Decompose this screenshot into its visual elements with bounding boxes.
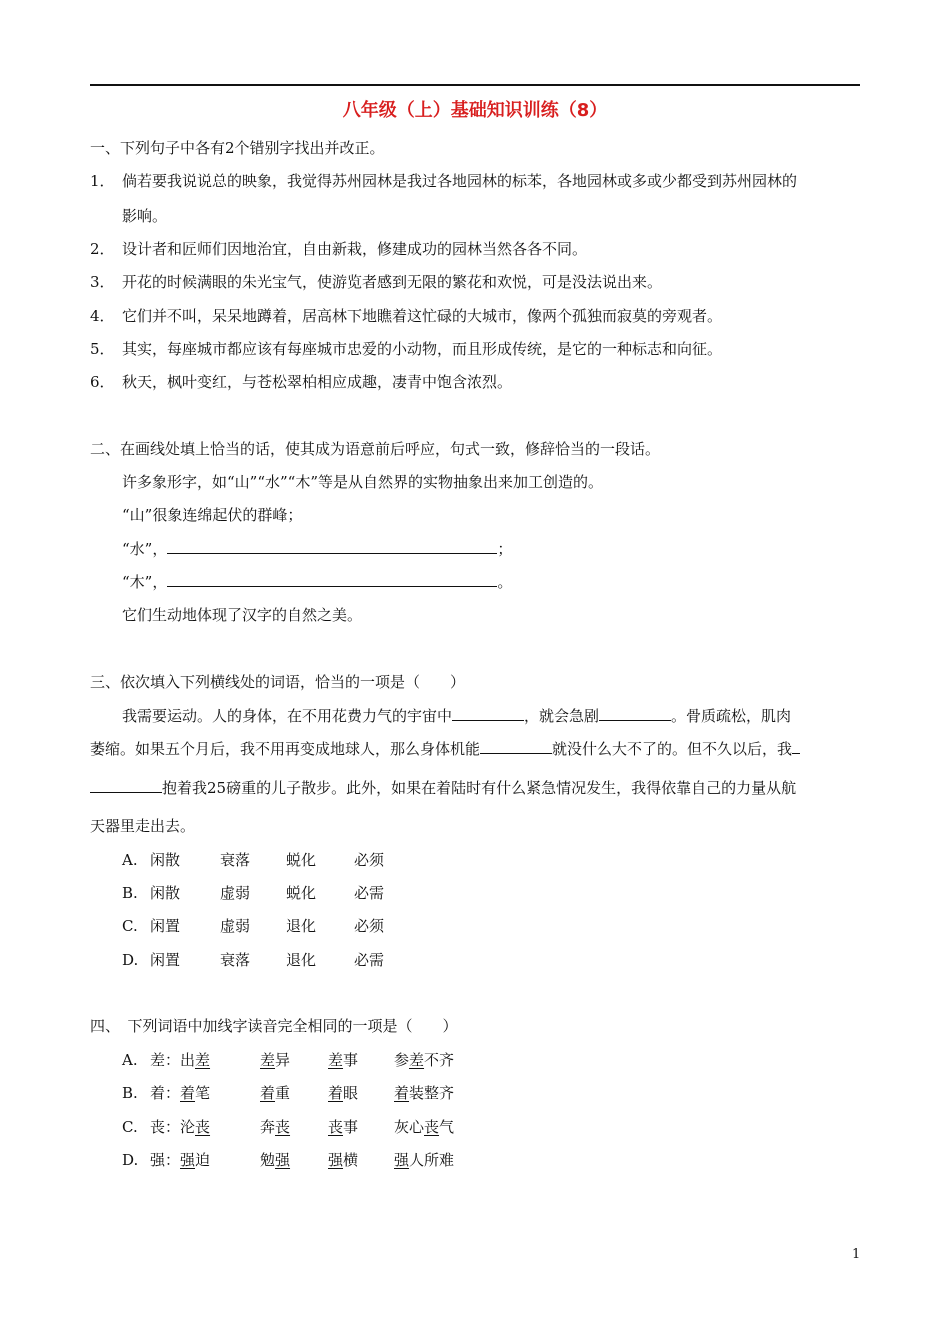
option-word: 丧事 [328,1118,359,1136]
option-word: 虚弱 [220,917,251,935]
answer-blank[interactable] [167,539,497,554]
text: 。骨质疏松，肌肉 [671,707,792,725]
option-word: 着装整齐 [394,1084,455,1102]
option-key: 差： [150,1051,181,1069]
q3-option-b[interactable] [122,882,384,904]
item-number: 1． [90,172,115,190]
option-word: 闲散 [150,851,181,869]
header-rule [90,84,860,86]
item-text: 秋天，枫叶变红，与苍松翠柏相应成趣，凄青中饱含浓烈。 [122,373,513,391]
option-word: 蜕化 [286,884,317,902]
text: ，就会急剧 [524,707,600,725]
line-label: “水”， [122,540,168,558]
option-word: 沦丧 [180,1118,211,1136]
q1-item-2 [90,238,587,260]
line-end: 。 [497,573,513,591]
option-word: 着重 [260,1084,291,1102]
option-word: 闲散 [150,884,181,902]
page-title: 八年级（上）基础知识训练（8） [342,100,608,121]
q1-item-4 [90,305,722,327]
item-text: 设计者和匠师们因地治宜，自由新栽，修建成功的园林当然各各不同。 [122,240,588,258]
option-label: A. [122,1051,138,1069]
option-word: 强迫 [180,1151,211,1169]
answer-blank[interactable] [792,739,800,754]
option-word: 强横 [328,1151,359,1169]
q2-line-5: 它们生动地体现了汉字的自然之美。 [122,606,363,624]
q3-para-line-4: 天器里走出去。 [90,817,196,835]
answer-blank[interactable] [452,706,524,721]
option-word: 着眼 [328,1084,359,1102]
option-label: D. [122,951,139,969]
q1-heading: 一、下列句子中各有2个错别字找出并改正。 [90,139,385,157]
line-end: ； [497,540,513,558]
option-label: C. [122,1118,138,1136]
option-word: 退化 [286,917,317,935]
option-label: B. [122,1084,138,1102]
q2-line-3 [122,538,512,560]
q1-item-5 [90,338,722,360]
option-label: C. [122,917,138,935]
option-word: 衰落 [220,951,251,969]
item-text: 它们并不叫，呆呆地蹲着，居高林下地瞧着这忙碌的大城市，像两个孤独而寂莫的旁观者。 [122,307,723,325]
option-word: 闲置 [150,951,181,969]
q2-line-2: “山”很象连绵起伏的群峰； [122,506,303,524]
q1-item-1-cont: 影响。 [122,207,168,225]
option-word: 差事 [328,1051,359,1069]
option-word: 闲置 [150,917,181,935]
answer-blank[interactable] [480,739,552,754]
q4-option-d[interactable] [122,1149,454,1171]
option-word: 必须 [354,917,385,935]
text: 就没什么大不了的。但不久以后，我 [552,740,793,758]
text: 抱着我25磅重的儿子散步。此外，如果在着陆时有什么紧急情况发生，我得依靠自己的力量从航 [162,779,797,797]
q3-option-c[interactable] [122,915,384,937]
option-key: 着： [150,1084,181,1102]
option-word: 灰心丧气 [394,1118,455,1136]
option-word: 着笔 [180,1084,211,1102]
option-label: B. [122,884,138,902]
option-word: 出差 [180,1051,211,1069]
item-number: 5． [90,340,115,358]
q4-heading: 四、 下列词语中加线字读音完全相同的一项是（ ） [90,1017,458,1035]
q3-para-line-1 [122,705,791,727]
option-word: 奔丧 [260,1118,291,1136]
q1-item-1 [90,170,797,192]
q3-option-d[interactable] [122,949,384,971]
q2-line-4 [122,571,512,593]
text: 我需要运动。人的身体，在不用花费力气的宇宙中 [122,707,453,725]
item-text: 开花的时候满眼的朱光宝气，使游览者感到无限的繁花和欢悦，可是没法说出来。 [122,273,663,291]
text: 萎缩。如果五个月后，我不用再变成地球人，那么身体机能 [90,740,481,758]
item-text: 倘若要我说说总的映象，我觉得苏州园林是我过各地园林的标苯，各地园林或多或少都受到苏州园林的 [122,172,798,190]
option-word: 必需 [354,951,385,969]
option-word: 强人所难 [394,1151,455,1169]
option-word: 必需 [354,884,385,902]
item-number: 3． [90,273,115,291]
answer-blank[interactable] [167,572,497,587]
option-word: 勉强 [260,1151,291,1169]
item-number: 6． [90,373,115,391]
option-key: 丧： [150,1118,181,1136]
option-label: A. [122,851,138,869]
q3-heading: 三、依次填入下列横线处的词语，恰当的一项是（ ） [90,673,466,691]
q3-option-a[interactable] [122,849,384,871]
q4-option-c[interactable] [122,1116,454,1138]
option-word: 退化 [286,951,317,969]
option-word: 虚弱 [220,884,251,902]
q3-para-line-3 [90,777,796,799]
option-word: 衰落 [220,851,251,869]
option-label: D. [122,1151,139,1169]
q3-para-line-2 [90,738,800,760]
q1-item-6 [90,371,512,393]
q4-option-b[interactable] [122,1082,454,1104]
q4-option-a[interactable] [122,1049,454,1071]
answer-blank[interactable] [599,706,671,721]
answer-blank[interactable] [90,778,162,793]
q2-heading: 二、在画线处填上恰当的话，使其成为语意前后呼应，句式一致，修辞恰当的一段话。 [90,440,661,458]
option-word: 差异 [260,1051,291,1069]
item-number: 4． [90,307,115,325]
item-number: 2． [90,240,115,258]
q2-line-1: 许多象形字，如“山”“水”“木”等是从自然界的实物抽象出来加工创造的。 [122,473,604,491]
option-word: 蜕化 [286,851,317,869]
option-word: 必须 [354,851,385,869]
item-text: 其实，每座城市都应该有每座城市忠爱的小动物，而且形成传统，是它的一种标志和向征。 [122,340,723,358]
option-word: 参差不齐 [394,1051,455,1069]
option-key: 强： [150,1151,181,1169]
line-label: “木”， [122,573,168,591]
q1-item-3 [90,271,662,293]
page-number: 1 [852,1247,861,1262]
